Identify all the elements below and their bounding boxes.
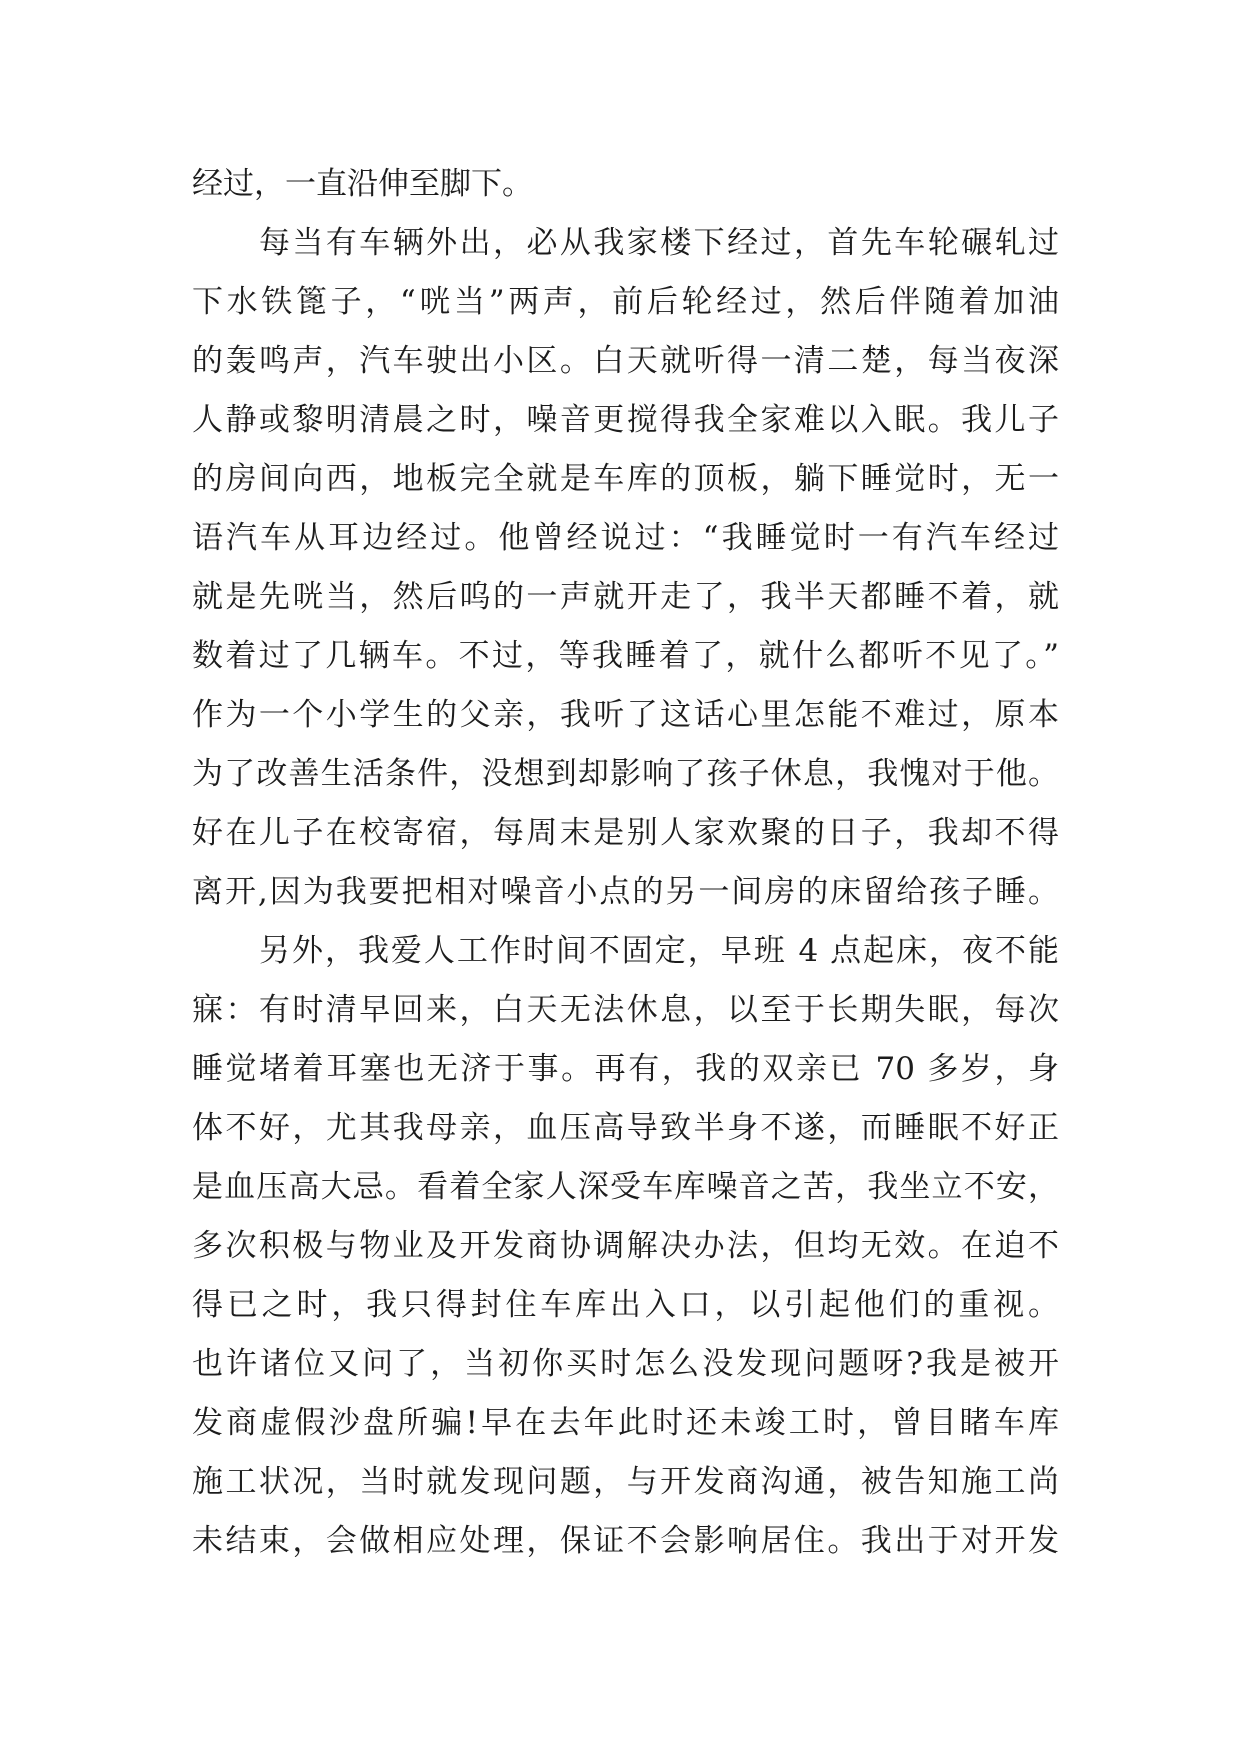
text-line: 是血压高大忌。看着全家人深受车库噪音之苦，我坐立不安，: [192, 1169, 1059, 1205]
text-line: 未结束，会做相应处理，保证不会影响居住。我出于对开发: [192, 1523, 1059, 1559]
paragraph: [192, 155, 1059, 214]
text-line: 就是先咣当，然后呜的一声就开走了，我半天都睡不着，就: [192, 579, 1059, 615]
text-line: 下水铁篦子，“咣当”两声，前后轮经过，然后伴随着加油: [192, 284, 1059, 320]
text-line: 发商虚假沙盘所骗!早在去年此时还未竣工时，曾目睹车库: [192, 1405, 1059, 1441]
text-line: 睡觉堵着耳塞也无济于事。再有，我的双亲已 70 多岁，身: [192, 1051, 1059, 1087]
body-text: [192, 155, 1059, 1571]
paragraph: [192, 922, 1059, 1571]
text-line: 离开,因为我要把相对噪音小点的另一间房的床留给孩子睡。: [192, 874, 1059, 910]
text-line: 经过，一直沿伸至脚下。: [192, 166, 533, 202]
text-line: 为了改善生活条件，没想到却影响了孩子休息，我愧对于他。: [192, 756, 1059, 792]
text-line: 寐：有时清早回来，白天无法休息，以至于长期失眠，每次: [192, 992, 1059, 1028]
text-line: 多次积极与物业及开发商协调解决办法，但均无效。在迫不: [192, 1228, 1059, 1264]
text-line: 体不好，尤其我母亲，血压高导致半身不遂，而睡眠不好正: [192, 1110, 1059, 1146]
text-line: 施工状况，当时就发现问题，与开发商沟通，被告知施工尚: [192, 1464, 1059, 1500]
text-line: 人静或黎明清晨之时，噪音更搅得我全家难以入眠。我儿子: [192, 402, 1059, 438]
text-line: 好在儿子在校寄宿，每周末是别人家欢聚的日子，我却不得: [192, 815, 1059, 851]
text-line: 另外，我爱人工作时间不固定，早班 4 点起床，夜不能: [259, 933, 1059, 969]
text-line: 得已之时，我只得封住车库出入口，以引起他们的重视。: [192, 1287, 1059, 1323]
text-line: 作为一个小学生的父亲，我听了这话心里怎能不难过，原本: [192, 697, 1059, 733]
text-line: 的房间向西，地板完全就是车库的顶板，躺下睡觉时，无一: [192, 461, 1059, 497]
text-line: 语汽车从耳边经过。他曾经说过：“我睡觉时一有汽车经过: [192, 520, 1059, 556]
text-line: 每当有车辆外出，必从我家楼下经过，首先车轮碾轧过: [259, 225, 1059, 261]
paragraph: [192, 214, 1059, 922]
text-line: 数着过了几辆车。不过，等我睡着了，就什么都听不见了。”: [192, 638, 1059, 674]
text-line: 的轰鸣声，汽车驶出小区。白天就听得一清二楚，每当夜深: [192, 343, 1059, 379]
text-line: 也许诸位又问了，当初你买时怎么没发现问题呀?我是被开: [192, 1346, 1059, 1382]
